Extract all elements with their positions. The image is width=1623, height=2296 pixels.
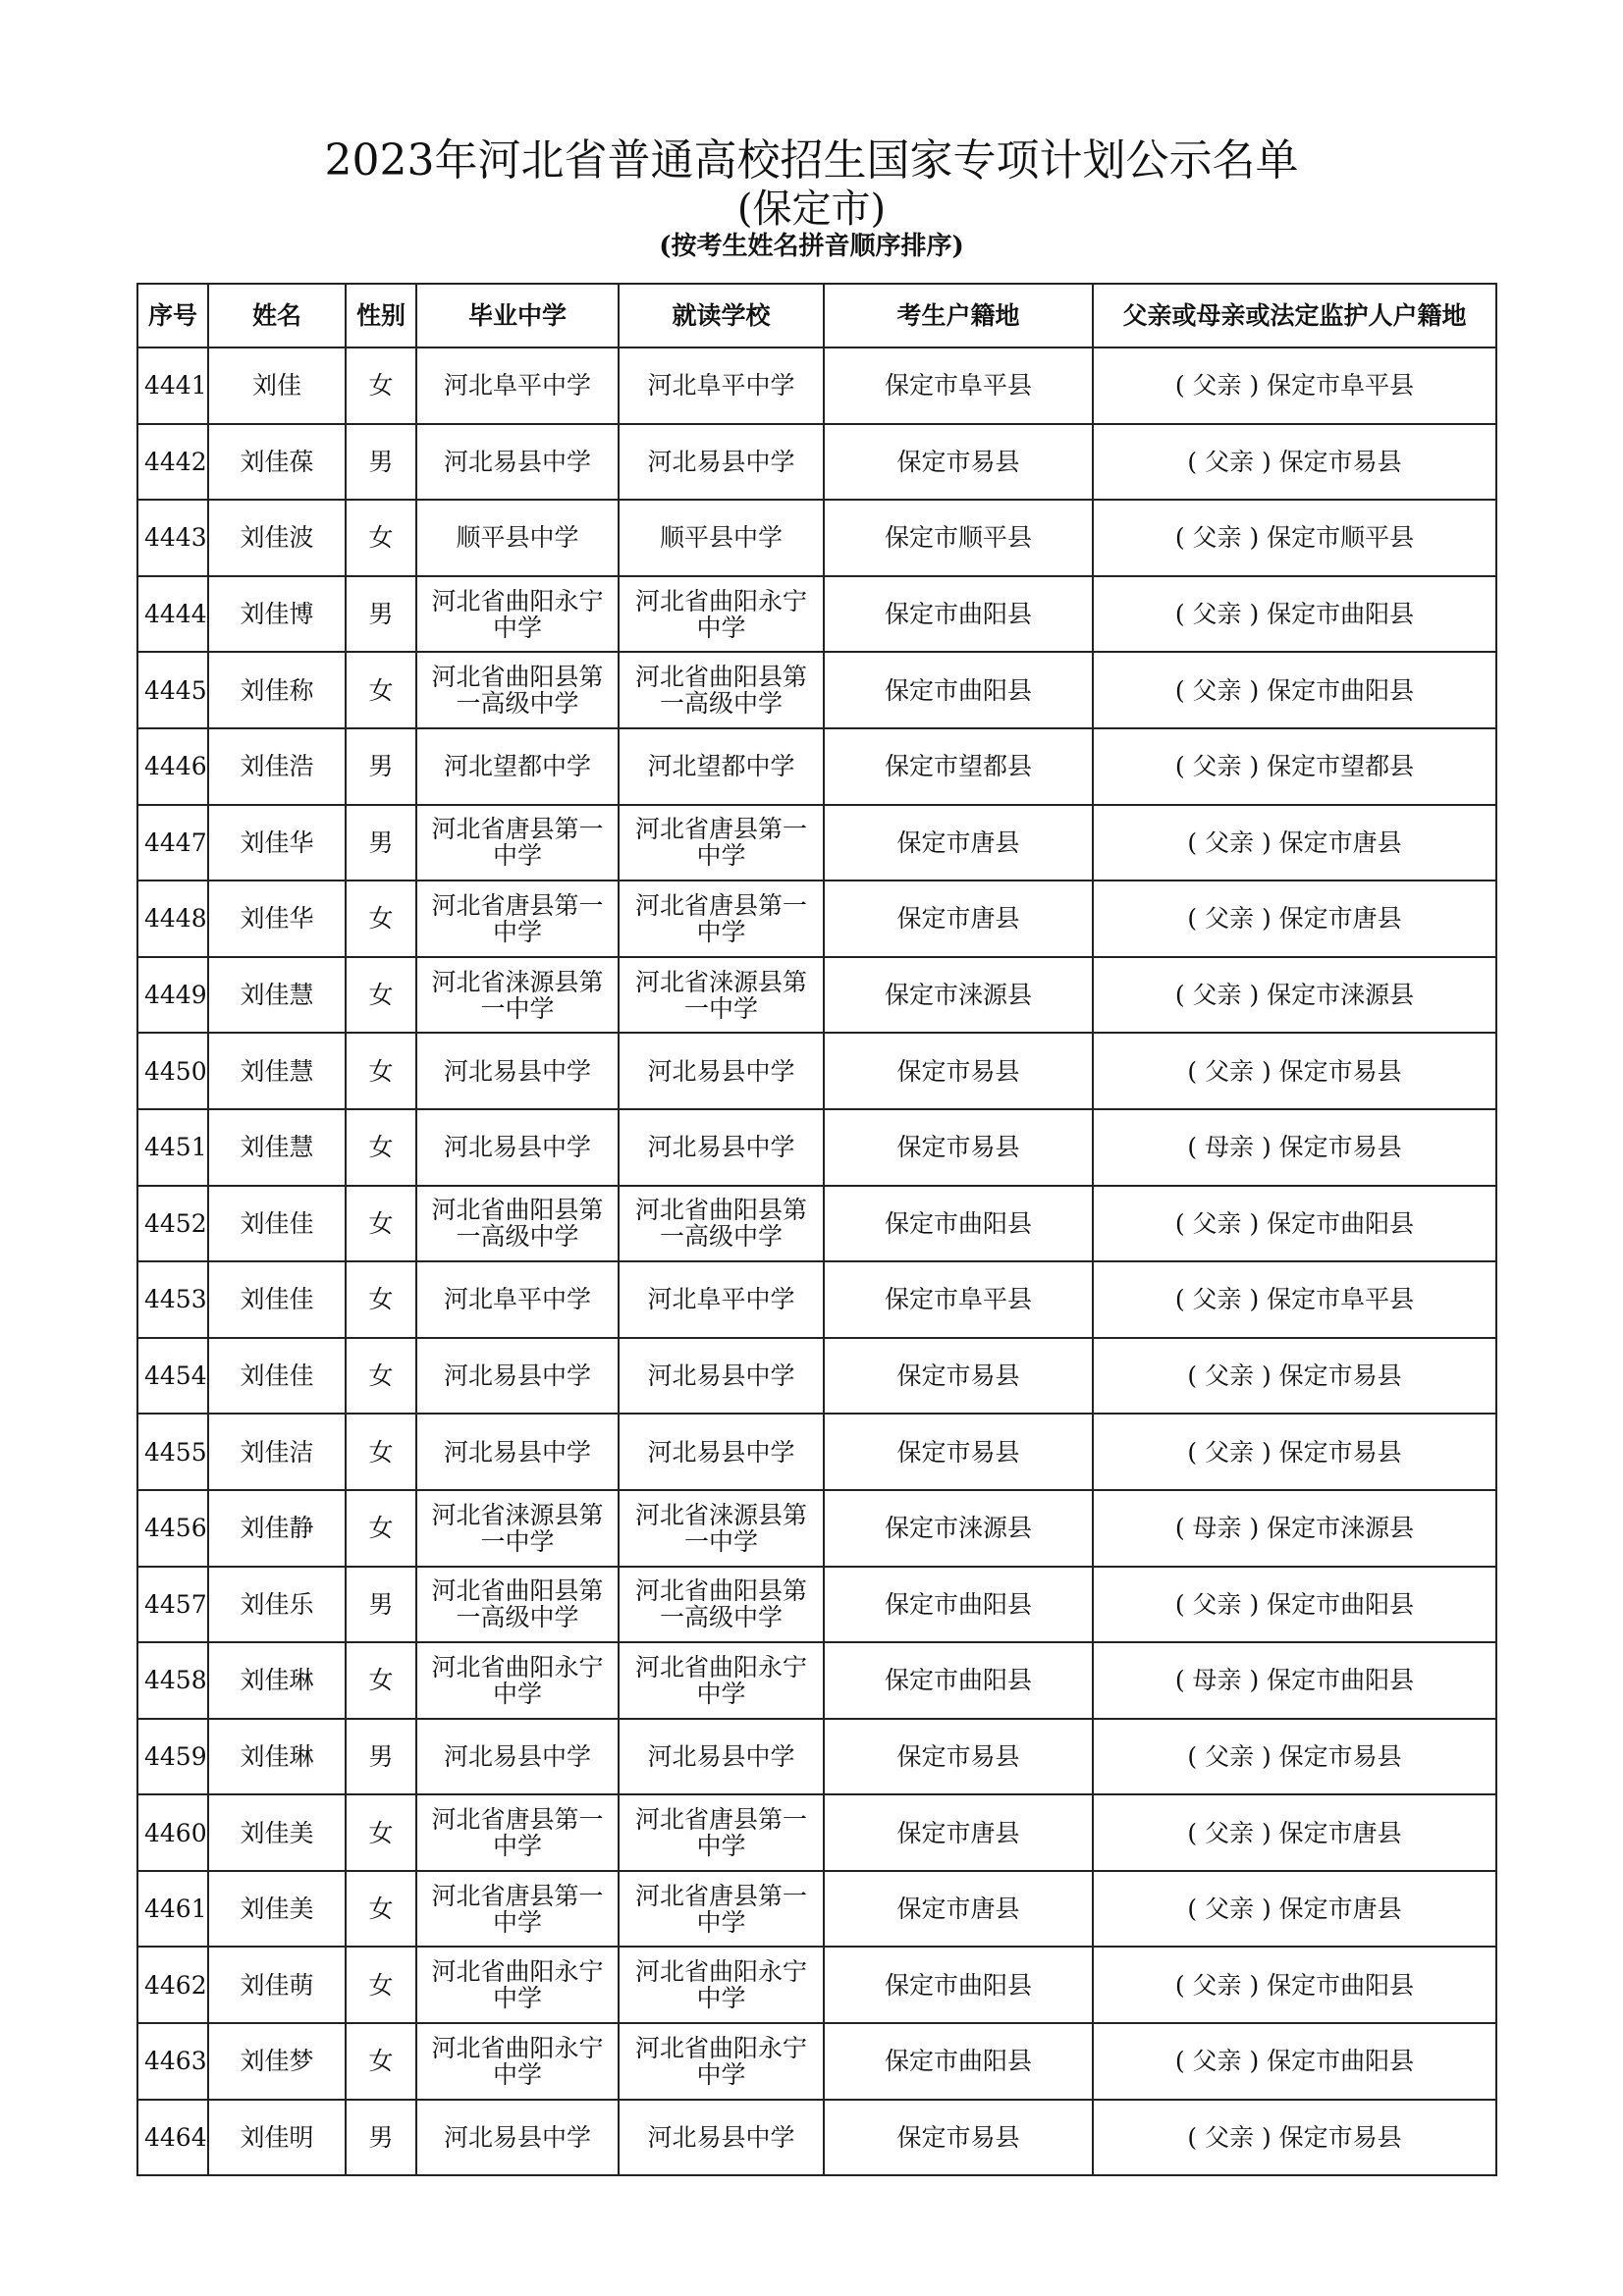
cell-gender: 女 [346, 1642, 416, 1719]
cell-seq: 4449 [137, 957, 208, 1034]
table-row [137, 805, 1496, 881]
cell-name: 刘佳琳 [208, 1719, 346, 1795]
cell-graduated-school: 河北省唐县第一中学 [416, 881, 619, 957]
cell-guardian-registration: ( 父亲 ) 保定市易县 [1093, 1719, 1496, 1795]
cell-graduated-school: 河北省曲阳永宁中学 [416, 1642, 619, 1719]
cell-seq: 4446 [137, 728, 208, 805]
cell-name: 刘佳称 [208, 652, 346, 728]
cell-name: 刘佳 [208, 347, 346, 424]
cell-graduated-school: 河北省曲阳永宁中学 [416, 576, 619, 653]
cell-current-school: 河北易县中学 [619, 1414, 824, 1490]
cell-graduated-school: 河北省唐县第一中学 [416, 1871, 619, 1948]
cell-household-registration: 保定市曲阳县 [824, 1567, 1093, 1643]
cell-seq: 4460 [137, 1794, 208, 1871]
cell-name: 刘佳华 [208, 881, 346, 957]
cell-graduated-school: 河北省曲阳县第一高级中学 [416, 1186, 619, 1262]
region-subtitle: (保定市) [736, 187, 887, 232]
table-row [137, 1033, 1496, 1109]
cell-name: 刘佳华 [208, 805, 346, 881]
cell-name: 刘佳博 [208, 576, 346, 653]
cell-guardian-registration: ( 母亲 ) 保定市涞源县 [1093, 1490, 1496, 1567]
cell-graduated-school: 河北阜平中学 [416, 347, 619, 424]
cell-household-registration: 保定市易县 [824, 1338, 1093, 1415]
table-row [137, 652, 1496, 728]
cell-current-school: 河北省曲阳永宁中学 [619, 1642, 824, 1719]
candidate-table [136, 283, 1497, 2176]
cell-current-school: 河北省曲阳县第一高级中学 [619, 1186, 824, 1262]
cell-seq: 4442 [137, 424, 208, 501]
cell-gender: 男 [346, 728, 416, 805]
table-row [137, 1261, 1496, 1338]
cell-gender: 女 [346, 1261, 416, 1338]
cell-seq: 4453 [137, 1261, 208, 1338]
cell-gender: 女 [346, 2023, 416, 2100]
cell-gender: 女 [346, 881, 416, 957]
table-row [137, 424, 1496, 501]
cell-household-registration: 保定市曲阳县 [824, 1642, 1093, 1719]
cell-guardian-registration: ( 母亲 ) 保定市易县 [1093, 1109, 1496, 1186]
cell-name: 刘佳慧 [208, 1033, 346, 1109]
cell-guardian-registration: ( 父亲 ) 保定市易县 [1093, 1414, 1496, 1490]
cell-seq: 4456 [137, 1490, 208, 1567]
cell-name: 刘佳佳 [208, 1338, 346, 1415]
cell-gender: 男 [346, 424, 416, 501]
cell-guardian-registration: ( 父亲 ) 保定市涞源县 [1093, 957, 1496, 1034]
cell-current-school: 顺平县中学 [619, 500, 824, 576]
cell-name: 刘佳慧 [208, 957, 346, 1034]
cell-household-registration: 保定市曲阳县 [824, 576, 1093, 653]
cell-gender: 女 [346, 1947, 416, 2023]
cell-current-school: 河北望都中学 [619, 728, 824, 805]
cell-household-registration: 保定市阜平县 [824, 347, 1093, 424]
cell-current-school: 河北易县中学 [619, 1719, 824, 1795]
cell-household-registration: 保定市阜平县 [824, 1261, 1093, 1338]
cell-seq: 4461 [137, 1871, 208, 1948]
cell-household-registration: 保定市曲阳县 [824, 2023, 1093, 2100]
cell-graduated-school: 河北易县中学 [416, 1033, 619, 1109]
table-row [137, 1567, 1496, 1643]
cell-name: 刘佳慧 [208, 1109, 346, 1186]
cell-graduated-school: 河北省涞源县第一中学 [416, 1490, 619, 1567]
cell-name: 刘佳佳 [208, 1186, 346, 1262]
cell-seq: 4443 [137, 500, 208, 576]
cell-graduated-school: 河北省曲阳县第一高级中学 [416, 652, 619, 728]
header-household-registration: 考生户籍地 [824, 284, 1093, 347]
cell-guardian-registration: ( 父亲 ) 保定市易县 [1093, 1033, 1496, 1109]
cell-current-school: 河北省涞源县第一中学 [619, 957, 824, 1034]
cell-name: 刘佳萌 [208, 1947, 346, 2023]
cell-graduated-school: 河北省唐县第一中学 [416, 1794, 619, 1871]
cell-household-registration: 保定市唐县 [824, 881, 1093, 957]
sort-note: (按考生姓名拼音顺序排序) [659, 232, 964, 261]
cell-seq: 4454 [137, 1338, 208, 1415]
cell-guardian-registration: ( 父亲 ) 保定市易县 [1093, 424, 1496, 501]
cell-name: 刘佳琳 [208, 1642, 346, 1719]
table-row [137, 1109, 1496, 1186]
cell-guardian-registration: ( 父亲 ) 保定市易县 [1093, 1338, 1496, 1415]
table-row [137, 500, 1496, 576]
cell-household-registration: 保定市曲阳县 [824, 1947, 1093, 2023]
cell-household-registration: 保定市易县 [824, 1719, 1093, 1795]
cell-household-registration: 保定市曲阳县 [824, 652, 1093, 728]
cell-guardian-registration: ( 父亲 ) 保定市唐县 [1093, 805, 1496, 881]
cell-gender: 女 [346, 1338, 416, 1415]
header-name: 姓名 [208, 284, 346, 347]
cell-current-school: 河北省唐县第一中学 [619, 1871, 824, 1948]
cell-guardian-registration: ( 父亲 ) 保定市曲阳县 [1093, 1186, 1496, 1262]
cell-seq: 4451 [137, 1109, 208, 1186]
table-row [137, 1871, 1496, 1948]
cell-household-registration: 保定市易县 [824, 1414, 1093, 1490]
cell-name: 刘佳洁 [208, 1414, 346, 1490]
cell-current-school: 河北省曲阳县第一高级中学 [619, 1567, 824, 1643]
cell-current-school: 河北省涞源县第一中学 [619, 1490, 824, 1567]
cell-seq: 4455 [137, 1414, 208, 1490]
cell-graduated-school: 河北省涞源县第一中学 [416, 957, 619, 1034]
cell-seq: 4448 [137, 881, 208, 957]
cell-name: 刘佳佳 [208, 1261, 346, 1338]
cell-seq: 4457 [137, 1567, 208, 1643]
cell-household-registration: 保定市易县 [824, 1109, 1093, 1186]
header-current-school: 就读学校 [619, 284, 824, 347]
cell-gender: 女 [346, 1490, 416, 1567]
cell-gender: 女 [346, 1109, 416, 1186]
cell-seq: 4450 [137, 1033, 208, 1109]
cell-gender: 女 [346, 1186, 416, 1262]
cell-gender: 女 [346, 957, 416, 1034]
cell-graduated-school: 河北易县中学 [416, 1719, 619, 1795]
table-header-row [137, 284, 1496, 347]
table-row [137, 1338, 1496, 1415]
cell-current-school: 河北易县中学 [619, 424, 824, 501]
cell-seq: 4462 [137, 1947, 208, 2023]
cell-name: 刘佳葆 [208, 424, 346, 501]
cell-name: 刘佳静 [208, 1490, 346, 1567]
cell-name: 刘佳梦 [208, 2023, 346, 2100]
cell-seq: 4444 [137, 576, 208, 653]
cell-name: 刘佳浩 [208, 728, 346, 805]
table-row [137, 1490, 1496, 1567]
cell-graduated-school: 河北易县中学 [416, 2100, 619, 2176]
cell-current-school: 河北阜平中学 [619, 1261, 824, 1338]
cell-guardian-registration: ( 父亲 ) 保定市曲阳县 [1093, 652, 1496, 728]
header-guardian-registration: 父亲或母亲或法定监护人户籍地 [1093, 284, 1496, 347]
cell-seq: 4463 [137, 2023, 208, 2100]
cell-gender: 女 [346, 652, 416, 728]
cell-current-school: 河北易县中学 [619, 1109, 824, 1186]
cell-guardian-registration: ( 父亲 ) 保定市曲阳县 [1093, 2023, 1496, 2100]
cell-guardian-registration: ( 父亲 ) 保定市阜平县 [1093, 347, 1496, 424]
cell-seq: 4459 [137, 1719, 208, 1795]
table-row [137, 881, 1496, 957]
cell-graduated-school: 河北省曲阳永宁中学 [416, 1947, 619, 2023]
table-row [137, 2023, 1496, 2100]
table-row [137, 957, 1496, 1034]
cell-household-registration: 保定市易县 [824, 2100, 1093, 2176]
cell-gender: 男 [346, 1719, 416, 1795]
cell-current-school: 河北省曲阳县第一高级中学 [619, 652, 824, 728]
cell-graduated-school: 河北省曲阳县第一高级中学 [416, 1567, 619, 1643]
cell-guardian-registration: ( 父亲 ) 保定市阜平县 [1093, 1261, 1496, 1338]
cell-gender: 女 [346, 500, 416, 576]
cell-graduated-school: 河北省曲阳永宁中学 [416, 2023, 619, 2100]
page-title: 2023年河北省普通高校招生国家专项计划公示名单 [324, 135, 1299, 186]
cell-household-registration: 保定市唐县 [824, 805, 1093, 881]
cell-seq: 4441 [137, 347, 208, 424]
cell-gender: 女 [346, 1033, 416, 1109]
cell-household-registration: 保定市易县 [824, 1033, 1093, 1109]
cell-gender: 女 [346, 347, 416, 424]
cell-current-school: 河北省曲阳永宁中学 [619, 2023, 824, 2100]
table-row [137, 1947, 1496, 2023]
cell-name: 刘佳波 [208, 500, 346, 576]
cell-household-registration: 保定市唐县 [824, 1871, 1093, 1948]
cell-graduated-school: 河北望都中学 [416, 728, 619, 805]
cell-guardian-registration: ( 父亲 ) 保定市曲阳县 [1093, 576, 1496, 653]
cell-current-school: 河北阜平中学 [619, 347, 824, 424]
cell-guardian-registration: ( 父亲 ) 保定市曲阳县 [1093, 1567, 1496, 1643]
cell-seq: 4447 [137, 805, 208, 881]
cell-current-school: 河北省曲阳永宁中学 [619, 1947, 824, 2023]
cell-gender: 女 [346, 1794, 416, 1871]
cell-graduated-school: 河北阜平中学 [416, 1261, 619, 1338]
cell-guardian-registration: ( 父亲 ) 保定市唐县 [1093, 1871, 1496, 1948]
header-graduated-school: 毕业中学 [416, 284, 619, 347]
cell-name: 刘佳美 [208, 1794, 346, 1871]
header-seq: 序号 [137, 284, 208, 347]
table-row [137, 728, 1496, 805]
cell-name: 刘佳乐 [208, 1567, 346, 1643]
cell-current-school: 河北易县中学 [619, 2100, 824, 2176]
cell-graduated-school: 河北省唐县第一中学 [416, 805, 619, 881]
cell-gender: 女 [346, 1414, 416, 1490]
cell-current-school: 河北易县中学 [619, 1338, 824, 1415]
cell-household-registration: 保定市顺平县 [824, 500, 1093, 576]
cell-household-registration: 保定市望都县 [824, 728, 1093, 805]
cell-guardian-registration: ( 父亲 ) 保定市望都县 [1093, 728, 1496, 805]
cell-current-school: 河北省曲阳永宁中学 [619, 576, 824, 653]
table-row [137, 1186, 1496, 1262]
cell-graduated-school: 河北易县中学 [416, 1414, 619, 1490]
cell-gender: 男 [346, 576, 416, 653]
cell-gender: 男 [346, 2100, 416, 2176]
table-row [137, 347, 1496, 424]
cell-seq: 4445 [137, 652, 208, 728]
table-row [137, 1414, 1496, 1490]
cell-household-registration: 保定市唐县 [824, 1794, 1093, 1871]
cell-household-registration: 保定市涞源县 [824, 957, 1093, 1034]
cell-gender: 男 [346, 805, 416, 881]
cell-guardian-registration: ( 父亲 ) 保定市顺平县 [1093, 500, 1496, 576]
table-row [137, 1642, 1496, 1719]
cell-name: 刘佳美 [208, 1871, 346, 1948]
cell-gender: 男 [346, 1567, 416, 1643]
cell-current-school: 河北省唐县第一中学 [619, 881, 824, 957]
cell-guardian-registration: ( 父亲 ) 保定市唐县 [1093, 881, 1496, 957]
cell-household-registration: 保定市涞源县 [824, 1490, 1093, 1567]
header-gender: 性别 [346, 284, 416, 347]
cell-current-school: 河北省唐县第一中学 [619, 1794, 824, 1871]
cell-graduated-school: 河北易县中学 [416, 424, 619, 501]
cell-seq: 4452 [137, 1186, 208, 1262]
cell-graduated-school: 河北易县中学 [416, 1338, 619, 1415]
cell-guardian-registration: ( 母亲 ) 保定市曲阳县 [1093, 1642, 1496, 1719]
cell-graduated-school: 河北易县中学 [416, 1109, 619, 1186]
cell-gender: 女 [346, 1871, 416, 1948]
cell-current-school: 河北易县中学 [619, 1033, 824, 1109]
cell-name: 刘佳明 [208, 2100, 346, 2176]
table-row [137, 576, 1496, 653]
table-row [137, 1794, 1496, 1871]
cell-seq: 4464 [137, 2100, 208, 2176]
cell-guardian-registration: ( 父亲 ) 保定市曲阳县 [1093, 1947, 1496, 2023]
cell-seq: 4458 [137, 1642, 208, 1719]
cell-guardian-registration: ( 父亲 ) 保定市易县 [1093, 2100, 1496, 2176]
table-row [137, 1719, 1496, 1795]
cell-guardian-registration: ( 父亲 ) 保定市唐县 [1093, 1794, 1496, 1871]
table-row [137, 2100, 1496, 2176]
cell-household-registration: 保定市曲阳县 [824, 1186, 1093, 1262]
cell-graduated-school: 顺平县中学 [416, 500, 619, 576]
cell-current-school: 河北省唐县第一中学 [619, 805, 824, 881]
cell-household-registration: 保定市易县 [824, 424, 1093, 501]
